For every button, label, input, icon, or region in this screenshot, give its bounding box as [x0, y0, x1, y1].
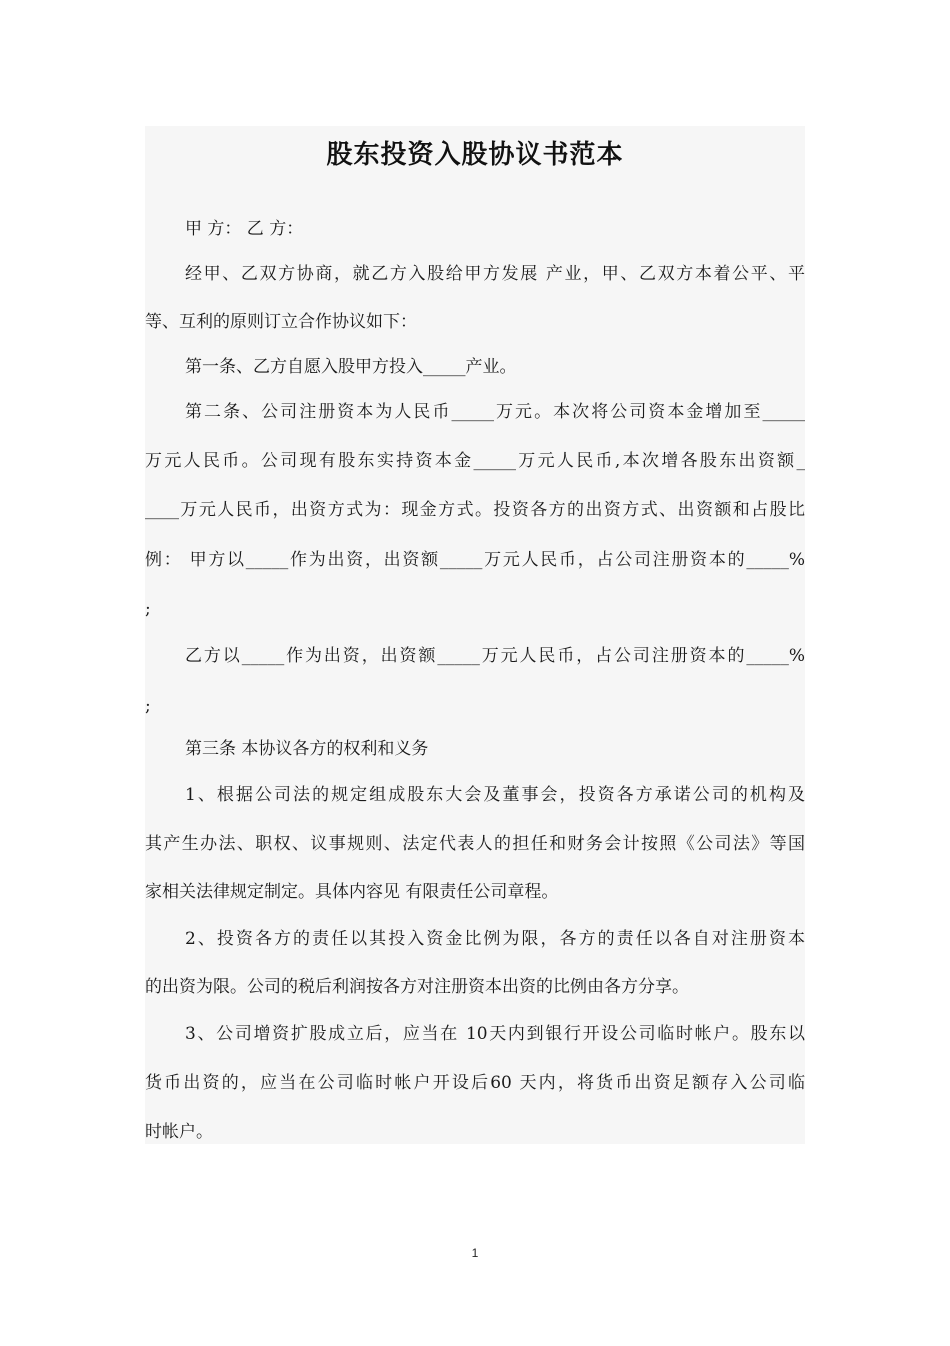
- paragraph-line: 时帐户。: [145, 1122, 213, 1142]
- document-title: 股东投资入股协议书范本: [326, 140, 624, 170]
- paragraph-line: 的出资为限。公司的税后利润按各方对注册资本出资的比例由各方分享。: [145, 977, 689, 997]
- paragraph-line: 经甲、乙双方协商，就乙方入股给甲方发展 产业，甲、乙双方本着公平、平: [185, 264, 805, 284]
- paragraph-line: 等、互利的原则订立合作协议如下：: [145, 312, 417, 332]
- clause-3-heading: 第三条 本协议各方的权利和义务: [185, 739, 429, 759]
- paragraph-line: 万元人民币。公司现有股东实持资本金_____万元人民币,本次增各股东出资额_: [145, 451, 805, 471]
- paragraph-line: 2、投资各方的责任以其投入资金比例为限，各方的责任以各自对注册资本: [185, 929, 805, 949]
- paragraph-line: ;: [145, 696, 151, 716]
- paragraph-line: ____万元人民币，出资方式为：现金方式。投资各方的出资方式、出资额和占股比: [145, 500, 805, 520]
- parties-line: 甲 方： 乙 方：: [185, 219, 304, 239]
- paragraph-line: 家相关法律规定制定。具体内容见 有限责任公司章程。: [145, 882, 559, 902]
- paragraph-line: 例： 甲方以_____作为出资，出资额_____万元人民币，占公司注册资本的_____%: [145, 550, 805, 570]
- paragraph-line: 1、根据公司法的规定组成股东大会及董事会，投资各方承诺公司的机构及: [185, 785, 805, 805]
- paragraph-line: 其产生办法、职权、议事规则、法定代表人的担任和财务会计按照《公司法》等国: [145, 834, 805, 854]
- clause-2-line: 第二条、公司注册资本为人民币_____万元。本次将公司资本金增加至_____: [185, 402, 805, 422]
- paragraph-line: 货币出资的，应当在公司临时帐户开设后60 天内，将货币出资足额存入公司临: [145, 1073, 805, 1093]
- clause-1-line: 第一条、乙方自愿入股甲方投入_____产业。: [185, 357, 517, 377]
- paragraph-line: 3、公司增资扩股成立后，应当在 10天内到银行开设公司临时帐户。股东以: [185, 1024, 805, 1044]
- page-number: 1: [471, 1246, 479, 1260]
- paragraph-line: ;: [145, 599, 151, 619]
- paragraph-line: 乙方以_____作为出资，出资额_____万元人民币，占公司注册资本的_____%: [185, 646, 805, 666]
